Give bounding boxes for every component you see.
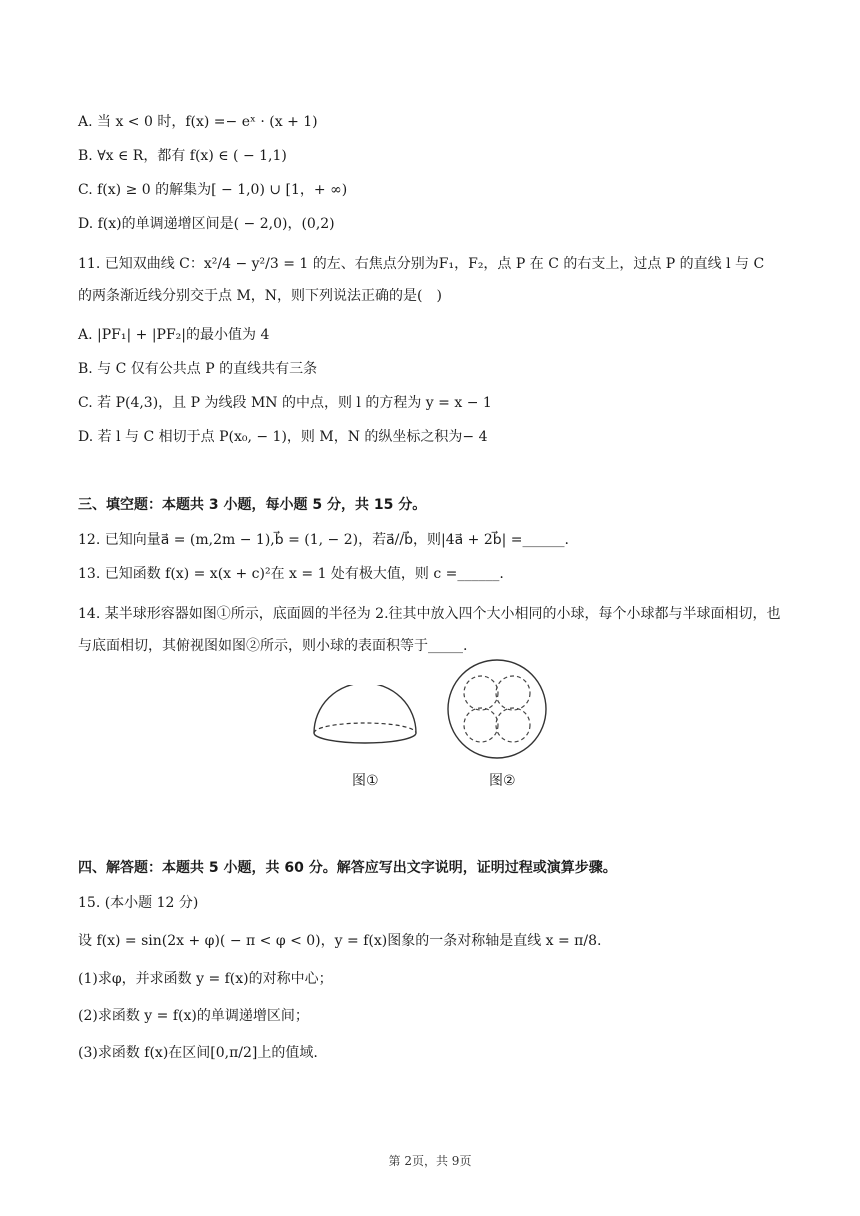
question-15-part-2: (2)求函数 y = f(x)的单调递增区间； [78,1008,309,1024]
option-11b: B. 与 C 仅有公共点 P 的直线共有三条 [78,361,318,377]
page-footer: 第 2页，共 9页 [388,1154,472,1168]
option-11d: D. 若 l 与 C 相切于点 P(x₀, − 1)，则 M，N 的纵坐标之积为− 4 [78,429,488,445]
option-11a: A. |PF₁| + |PF₂|的最小值为 4 [78,327,270,343]
hemisphere-figure [310,685,420,755]
question-15-part-1: (1)求φ，并求函数 y = f(x)的对称中心； [78,971,333,987]
question-12: 12. 已知向量a⃗ = (m,2m − 1),b⃗ = (1, − 2)，若a⃗//b⃗，则|4a⃗ + 2b⃗| =______. [78,532,569,548]
option-10a: A. 当 x < 0 时，f(x) =− eˣ · (x + 1) [78,114,318,130]
option-10d: D. f(x)的单调递增区间是( − 2,0)，(0,2) [78,216,335,232]
question-15-part-3: (3)求函数 f(x)在区间[0,π/2]上的值域. [78,1045,318,1061]
option-11c: C. 若 P(4,3)，且 P 为线段 MN 的中点，则 l 的方程为 y = x − 1 [78,395,492,411]
figure-1-caption: 图① [352,773,379,789]
option-10c: C. f(x) ≥ 0 的解集为[ − 1,0) ∪ [1，+ ∞) [78,182,348,198]
question-11-stem: 11. 已知双曲线 C：x²/4 − y²/3 = 1 的左、右焦点分别为F₁，F₂，点 P 在 C 的右支上，过点 P 的直线 l 与 C 的两条渐近线分别交于点 M，N，则下列说法正确的是( ) [78,256,765,304]
option-10b: B. ∀x ∈ R，都有 f(x) ∈ ( − 1,1) [78,148,287,164]
section-4-heading: 四、解答题：本题共 5 小题，共 60 分。解答应写出文字说明，证明过程或演算步骤。 [78,860,617,876]
question-14: 14. 某半球形容器如图①所示，底面圆的半径为 2.往其中放入四个大小相同的小球，每个小球都与半球面相切，也与底面相切，其俯视图如图②所示，则小球的表面积等于_____. [78,606,781,654]
figure-2-caption: 图② [489,773,516,789]
top-view-figure [446,658,548,760]
question-15-stem: 设 f(x) = sin(2x + φ)( − π < φ < 0)，y = f(x)图象的一条对称轴是直线 x = π/8. [78,933,602,949]
section-3-heading: 三、填空题：本题共 3 小题，每小题 5 分，共 15 分。 [78,497,427,513]
question-15-header: 15. (本小题 12 分) [78,895,199,911]
question-13: 13. 已知函数 f(x) = x(x + c)²在 x = 1 处有极大值，则 c =______. [78,566,504,582]
